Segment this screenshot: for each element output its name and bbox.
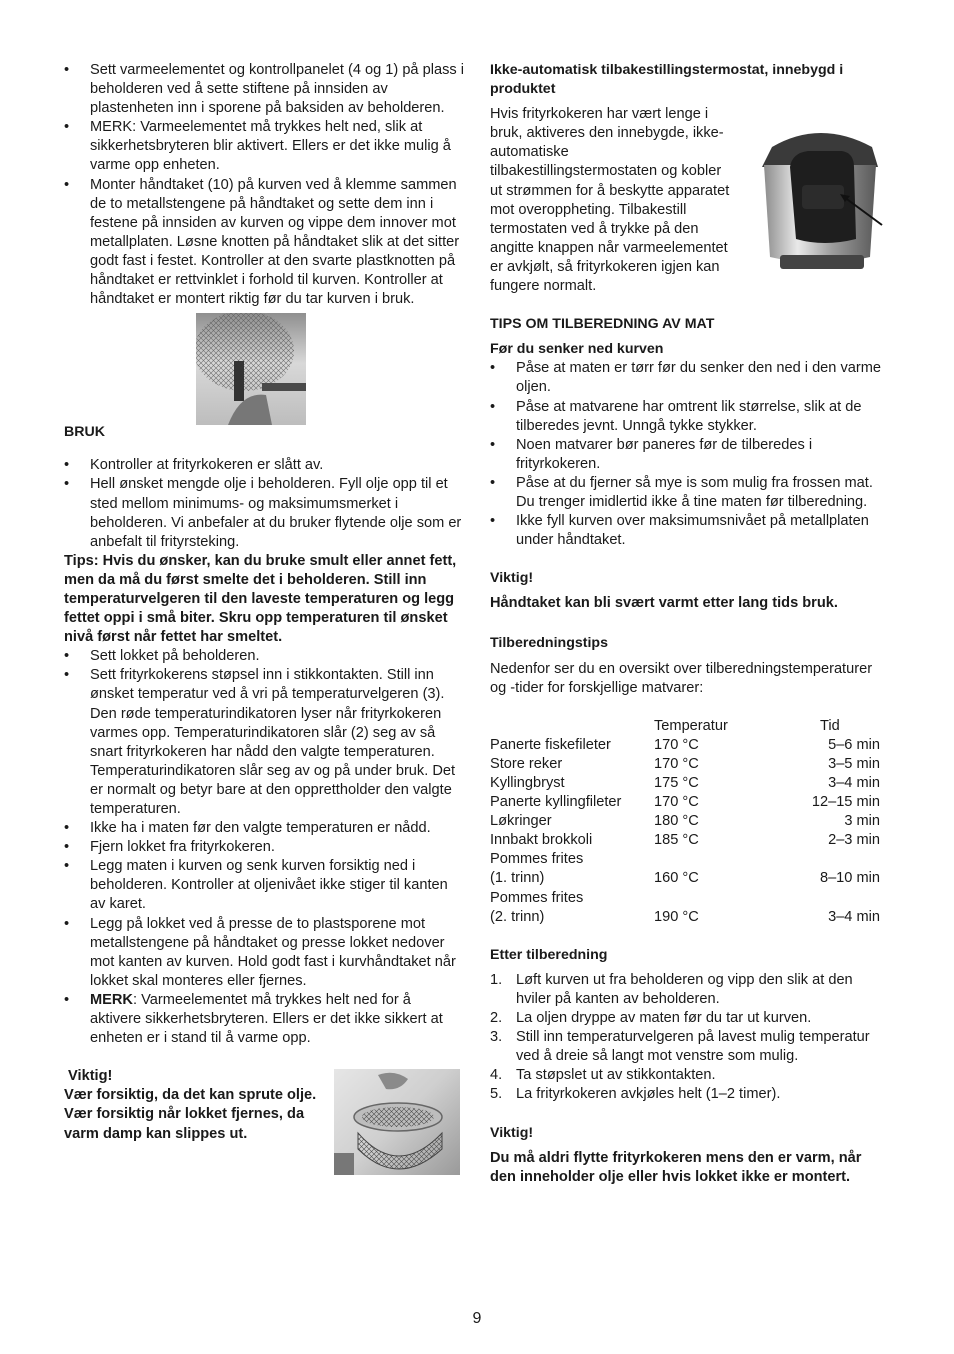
tilberedning-heading: Tilberedningstips: [490, 635, 608, 652]
list-item: • Fjern lokket fra frityrkokeren.: [64, 838, 464, 857]
viktig-heading-1: Viktig!: [490, 570, 534, 587]
table-row: [490, 755, 880, 774]
table-cell: 3–5 min: [828, 755, 880, 772]
table-cell: [784, 889, 880, 908]
table-cell: Store reker: [490, 755, 563, 772]
thermostat-block: [490, 105, 890, 296]
step-item: [490, 1066, 890, 1085]
table-cell: Løkringer: [490, 813, 552, 830]
viktig-text-2: Du må aldri flytte frityrkokeren mens den er varm, når den inneholder olje eller hvis lokket ikke er montert.: [490, 1149, 862, 1185]
table-header-row: [490, 717, 880, 736]
table-cell: (2. trinn): [490, 908, 545, 925]
table-cell: 170 °C: [654, 794, 699, 811]
list-item: • Kontroller at frityrkokeren er slått av.: [64, 456, 464, 475]
list-item: • Ikke fyll kurven over maksimumsnivået på metallplaten under håndtaket.: [490, 512, 890, 550]
step-number: 1.: [490, 971, 503, 988]
step-item: [490, 971, 890, 1009]
basket-handle-photo: [196, 313, 306, 425]
viktig-text: Vær forsiktig, da det kan sprute olje. Vær forsiktig når lokket fjernes, da varm damp kan slippes ut.: [64, 1087, 317, 1142]
table-cell: [784, 850, 880, 869]
table-row: [490, 774, 880, 793]
step-item: [490, 1009, 890, 1028]
merk-text: : Varmeelementet må trykkes helt ned for å aktivere sikkerhetsbryteren. Ellers er det ikke sikkert at enheten er i stand til å varme opp.: [90, 991, 443, 1047]
table-cell: 180 °C: [654, 813, 699, 830]
section-heading-bruk: BRUK: [64, 424, 105, 441]
list-item: • Monter håndtaket (10) på kurven ved å klemme sammen de to metallstengene på håndtaket og sette dem inn i festene på innsiden av kurven og vippe dem innover mot metallplaten. Løsne knotten på håndtaket slik at det sitter godt fast i festet. Kontroller at den svarte plastknotten på håndtaket er rettvinklet i forhold til kurven. Kontroller at håndtaket er montert riktig før du tar kurven i bruk.: [64, 176, 464, 310]
after-heading: Etter tilberedning: [490, 946, 608, 963]
before-heading: Før du senker ned kurven: [490, 341, 664, 358]
column-header: [490, 717, 654, 736]
list-item: • Sett varmeelementet og kontrollpanelet (4 og 1) på plass i beholderen ved å sette stiftene på innsiden av plastenheten inn i sporene på baksiden av beholderen.: [64, 61, 464, 118]
step-text: Still inn temperaturvelgeren på lavest mulig temperatur ved å dreie så langt mot venstre som mulig.: [516, 1029, 870, 1065]
tilberedning-text: Nedenfor ser du en oversikt over tilberedningstemperaturer og -tider for forskjellige matvarer:: [490, 660, 873, 696]
table-cell: Pommes frites: [490, 889, 584, 906]
step-text: La frityrkokeren avkjøles helt (1–2 timer).: [516, 1086, 781, 1103]
step-text: Løft kurven ut fra beholderen og vipp den slik at den hviler på kanten av beholderen.: [516, 971, 853, 1007]
step-number: 3.: [490, 1029, 503, 1046]
column-header: Temperatur: [654, 717, 728, 734]
list-item: • Hell ønsket mengde olje i beholderen. Fyll olje opp til et sted mellom minimums- og maksimumsmerket i beholderen. Vi anbefaler at du bruker flytende olje som er anbefalt til frityrsteking.: [64, 475, 464, 551]
viktig-heading: Viktig!: [64, 1068, 113, 1085]
table-cell: Kyllingbryst: [490, 775, 565, 791]
list-item: • Noen matvarer bør paneres før de tilberedes i frityrkokeren.: [490, 436, 890, 474]
list-item: • MERK: Varmeelementet må trykkes helt ned, slik at sikkerhetsbryteren blir aktivert. Ellers er det ikke mulig å varme opp enheten.: [64, 118, 464, 175]
table-cell: 170 °C: [654, 755, 699, 772]
table-cell: 170 °C: [654, 736, 699, 753]
table-cell: 2–3 min: [828, 832, 880, 849]
right-column: [490, 61, 890, 1187]
page-number: 9: [472, 1310, 482, 1327]
list-item: • Sett frityrkokerens støpsel inn i stikkontakten. Still inn ønsket temperatur ved å vri på temperaturvelgeren (3). Den røde temperaturindikatoren lyser når frityrkokeren varmes opp. Temperaturindikatoren slår (2) seg av så snart frityrkokeren har nådd den valgte temperaturen. Temperaturindikatoren slår seg av og på under bruk. Det er normalt og betyr bare at den opprettholder den valgte temperaturen.: [64, 666, 464, 819]
merk-label: MERK: [90, 991, 133, 1008]
step-text: La oljen dryppe av maten før du tar ut kurven.: [516, 1010, 812, 1027]
table-cell: Panerte fiskefileter: [490, 736, 611, 753]
list-item: • Legg maten i kurven og senk kurven forsiktig ned i beholderen. Kontroller at oljenivået ikke stiger til kanten av karet.: [64, 857, 464, 914]
table-row: [490, 850, 880, 869]
table-cell: 185 °C: [654, 832, 699, 849]
table-row: [490, 793, 880, 812]
list-item: • Ikke ha i maten før den valgte temperaturen er nådd.: [64, 819, 464, 838]
viktig-heading-2: Viktig!: [490, 1124, 534, 1141]
step-number: 4.: [490, 1067, 503, 1084]
table-cell: Pommes frites: [490, 851, 584, 868]
table-row: [490, 831, 880, 850]
table-cell: Panerte kyllingfileter: [490, 794, 622, 811]
step-number: 5.: [490, 1086, 503, 1103]
thermostat-text: Hvis frityrkokeren har vært lenge i bruk, aktiveres den innebygde, ikke-automatiske tilbakestillingstermostaten og kobler ut strømmen for å beskytte apparatet mot overoppheting. Tilbakestill termostaten ved å trykke på den angitte knappen når varmeelementet er avkjølt, så frityrkokeren igjen kan fungere normalt.: [490, 106, 730, 295]
table-cell: 190 °C: [654, 908, 699, 925]
viktig-text-1: Håndtaket kan bli svært varmt etter lang tids bruk.: [490, 595, 838, 612]
left-column: [64, 61, 464, 1144]
table-cell: (1. trinn): [490, 870, 545, 887]
table-row: [490, 869, 880, 888]
list-item-merk: [64, 991, 464, 1048]
table-cell: 3–4 min: [828, 908, 880, 925]
column-header: Tid: [820, 717, 840, 734]
list-item: • Påse at matvarene har omtrent lik størrelse, slik at de tilberedes jevnt. Unngå tykke stykker.: [490, 398, 890, 436]
viktig-block: [64, 1067, 464, 1143]
fryer-photo: [750, 107, 890, 277]
table-row: [490, 812, 880, 831]
table-cell: 175 °C: [654, 775, 699, 791]
step-item: [490, 1085, 890, 1104]
thermostat-heading: Ikke-automatisk tilbakestillingstermostat, innebygd i produktet: [490, 62, 844, 98]
table-cell: 5–6 min: [828, 736, 880, 753]
lid-removal-photo: [334, 1069, 460, 1175]
table-cell: [654, 889, 784, 908]
step-text: Ta støpslet ut av stikkontakten.: [516, 1067, 716, 1084]
table-cell: 3–4 min: [828, 775, 880, 791]
tips-heading: TIPS OM TILBEREDNING AV MAT: [490, 316, 715, 333]
table-cell: [654, 850, 784, 869]
list-item: • Legg på lokket ved å presse de to plastsporene mot metallstengene på håndtaket og presse lokket nedover mot kanten av kurven. Hold godt fast i kurvhåndtaket når lokket skal monteres eller fjernes.: [64, 915, 464, 991]
table-cell: 160 °C: [654, 870, 699, 887]
table-cell: 8–10 min: [819, 870, 880, 887]
step-number: 2.: [490, 1010, 503, 1027]
list-item: • Påse at maten er tørr før du senker den ned i den varme oljen.: [490, 359, 890, 397]
table-row: [490, 736, 880, 755]
cooking-table: [490, 717, 880, 927]
table-cell: Innbakt brokkoli: [490, 832, 593, 849]
table-row: [490, 908, 880, 927]
table-row: [490, 889, 880, 908]
list-item: • Sett lokket på beholderen.: [64, 647, 464, 666]
list-item: • Påse at du fjerner så mye is som mulig fra frossen mat. Du trenger imidlertid ikke å tine maten før tilberedning.: [490, 474, 890, 512]
tips-paragraph: Tips: Hvis du ønsker, kan du bruke smult eller annet fett, men da må du først smelte det i beholderen. Still inn temperaturvelgeren til den laveste temperaturen og legg fettet oppi i små biter. Skru opp temperaturen til ønsket nivå først når fettet har smeltet.: [64, 552, 457, 646]
table-cell: 12–15 min: [811, 794, 880, 811]
table-cell: 3 min: [844, 813, 880, 830]
step-item: [490, 1028, 890, 1066]
